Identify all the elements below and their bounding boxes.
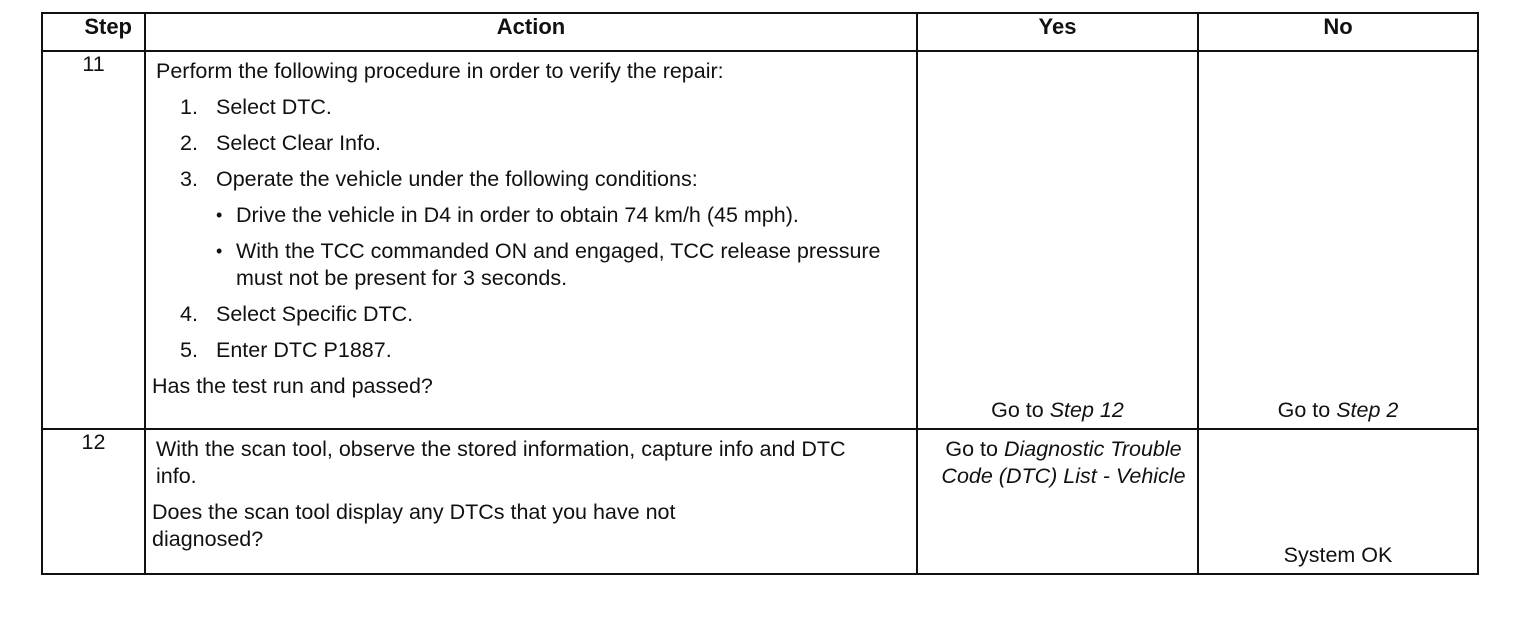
yes-result: Go to Step 12 [991, 398, 1124, 422]
header-no: No [1198, 13, 1478, 51]
step-row-11 [42, 51, 1478, 429]
yes-cell [917, 51, 1198, 429]
action-cell [145, 429, 917, 574]
no-cell [1198, 51, 1478, 429]
step-row-12 [42, 429, 1478, 574]
step-number: 12 [42, 429, 145, 574]
conditions-list [156, 202, 908, 292]
diagnostic-table [41, 12, 1479, 575]
no-link[interactable]: Step 2 [1336, 398, 1399, 422]
no-result: Go to Step 2 [1277, 398, 1399, 422]
action-cell [145, 51, 917, 429]
step-number: 11 [42, 51, 145, 429]
procedure-list-continued [156, 301, 908, 364]
header-yes: Yes [917, 13, 1198, 51]
yes-link[interactable]: Step 12 [1049, 398, 1124, 422]
action-intro: Perform the following procedure in order to verify the repair: [156, 59, 724, 83]
procedure-list [156, 94, 908, 193]
condition-item: • Drive the vehicle in D4 in order to obtain 74 km/h (45 mph). [216, 203, 799, 227]
bullet-icon: • [216, 205, 223, 225]
bullet-icon: • [216, 241, 223, 261]
procedure-item: 4. Select Specific DTC. [180, 302, 414, 326]
yes-cell [917, 429, 1198, 574]
no-result: System OK [1283, 543, 1393, 567]
header-action: Action [145, 13, 917, 51]
header-row [42, 13, 1478, 51]
procedure-item: 3. Operate the vehicle under the following conditions: [180, 167, 698, 191]
action-question: Does the scan tool display any DTCs that you have not diagnosed? [152, 500, 676, 551]
procedure-item: 1. Select DTC. [180, 95, 332, 119]
condition-item: • With the TCC commanded ON and engaged, TCC release pressure must not be present for 3 seconds. [216, 239, 881, 290]
action-question: Has the test run and passed? [152, 374, 433, 398]
yes-link[interactable]: Diagnostic Trouble Code (DTC) List - Vehicle [941, 437, 1186, 488]
procedure-item: 2. Select Clear Info. [180, 131, 381, 155]
action-text: With the scan tool, observe the stored information, capture info and DTC info. [156, 437, 846, 488]
procedure-item: 5. Enter DTC P1887. [180, 338, 392, 362]
no-cell [1198, 429, 1478, 574]
yes-result: Go to Diagnostic Trouble Code (DTC) List - Vehicle [941, 437, 1186, 488]
header-step: Step [42, 13, 145, 51]
